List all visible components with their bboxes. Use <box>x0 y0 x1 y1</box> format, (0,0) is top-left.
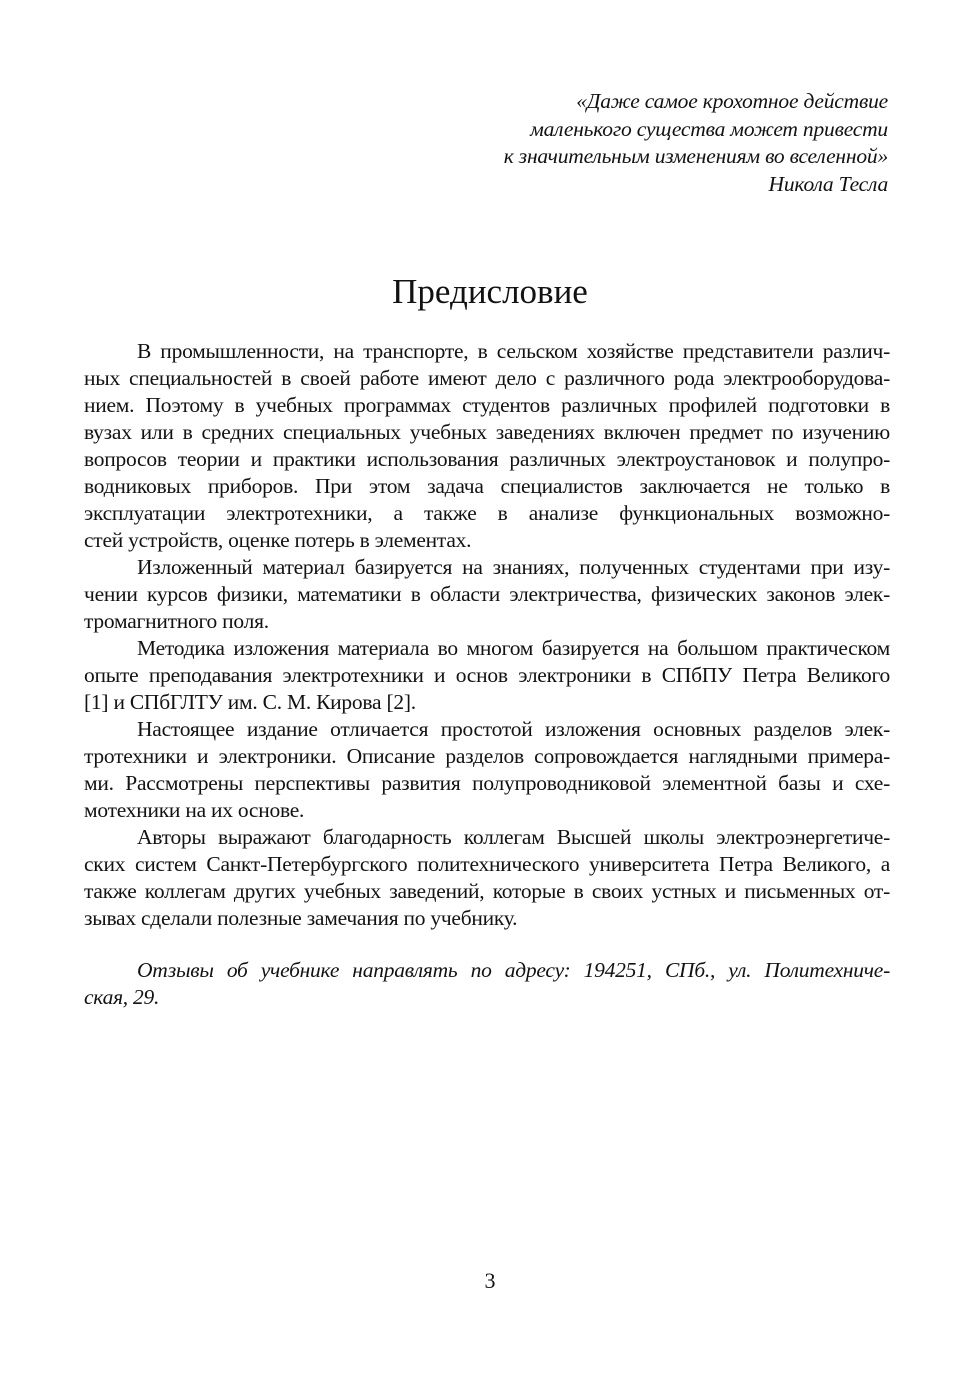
text-line: вопросов теории и практики использования различных электроустановок и полупро- <box>84 447 890 471</box>
text-line: В промышленности, на транспорте, в сельском хозяйстве представители различ- <box>137 339 890 363</box>
text-line: также коллегам других учебных заведений, которые в своих устных и письменных от- <box>84 879 890 903</box>
paragraph <box>84 635 890 716</box>
page-title: Предисловие <box>392 272 588 311</box>
text-line: мотехники на их основе. <box>84 798 305 822</box>
paragraph <box>84 957 890 1011</box>
text-line: зывах сделали полезные замечания по учебнику. <box>84 906 518 930</box>
text-line: опыте преподавания электротехники и основ электроники в СПбПУ Петра Великого <box>84 663 890 687</box>
text-line: Методика изложения материала во многом базируется на большом практическом <box>137 636 890 660</box>
text-line: чении курсов физики, математики в области электричества, физических законов элек- <box>84 582 890 606</box>
epigraph-line: «Даже самое крохотное действие <box>576 89 888 113</box>
epigraph-author: Никола Тесла <box>768 171 888 196</box>
text-line: эксплуатации электротехники, а также в анализе функциональных возможно- <box>84 501 890 525</box>
text-line: ных специальностей в своей работе имеют дело с различного рода электрооборудова- <box>84 366 890 390</box>
text-line: ми. Рассмотрены перспективы развития полупроводниковой элементной базы и схе- <box>84 771 890 795</box>
text-line: тромагнитного поля. <box>84 609 269 633</box>
text-line: Настоящее издание отличается простотой изложения основных разделов элек- <box>137 717 890 741</box>
text-line: стей устройств, оценке потерь в элементах. <box>84 528 472 552</box>
paragraph <box>84 824 890 932</box>
paragraph <box>84 716 890 824</box>
page-body <box>84 338 890 1011</box>
text-line: водниковых приборов. При этом задача специалистов заключается не только в <box>84 474 890 498</box>
text-line: Изложенный материал базируется на знаниях, полученных студентами при изу- <box>137 555 890 579</box>
text-line: Авторы выражают благодарность коллегам Высшей школы электроэнергетиче- <box>137 825 890 849</box>
text-line: ских систем Санкт-Петербургского политехнического университета Петра Великого, а <box>84 852 890 876</box>
text-line: ская, 29. <box>84 985 160 1009</box>
text-line: вузах или в средних специальных учебных заведениях включен предмет по изучению <box>84 420 890 444</box>
text-line: [1] и СПбГЛТУ им. С. М. Кирова [2]. <box>84 690 416 714</box>
text-line: тротехники и электроники. Описание разделов сопровождается наглядными примера- <box>84 744 890 768</box>
text-line: Отзывы об учебнике направлять по адресу: 194251, СПб., ул. Политехниче- <box>137 958 890 982</box>
page-number: 3 <box>484 1268 496 1293</box>
epigraph-line: к значительным изменениям во вселенной» <box>503 144 888 168</box>
paragraph <box>84 554 890 635</box>
paragraph <box>84 338 890 554</box>
text-line: нием. Поэтому в учебных программах студентов различных профилей подготовки в <box>84 393 890 417</box>
epigraph <box>84 88 888 198</box>
epigraph-lines <box>84 88 888 171</box>
epigraph-line: маленького существа может привести <box>530 116 888 141</box>
